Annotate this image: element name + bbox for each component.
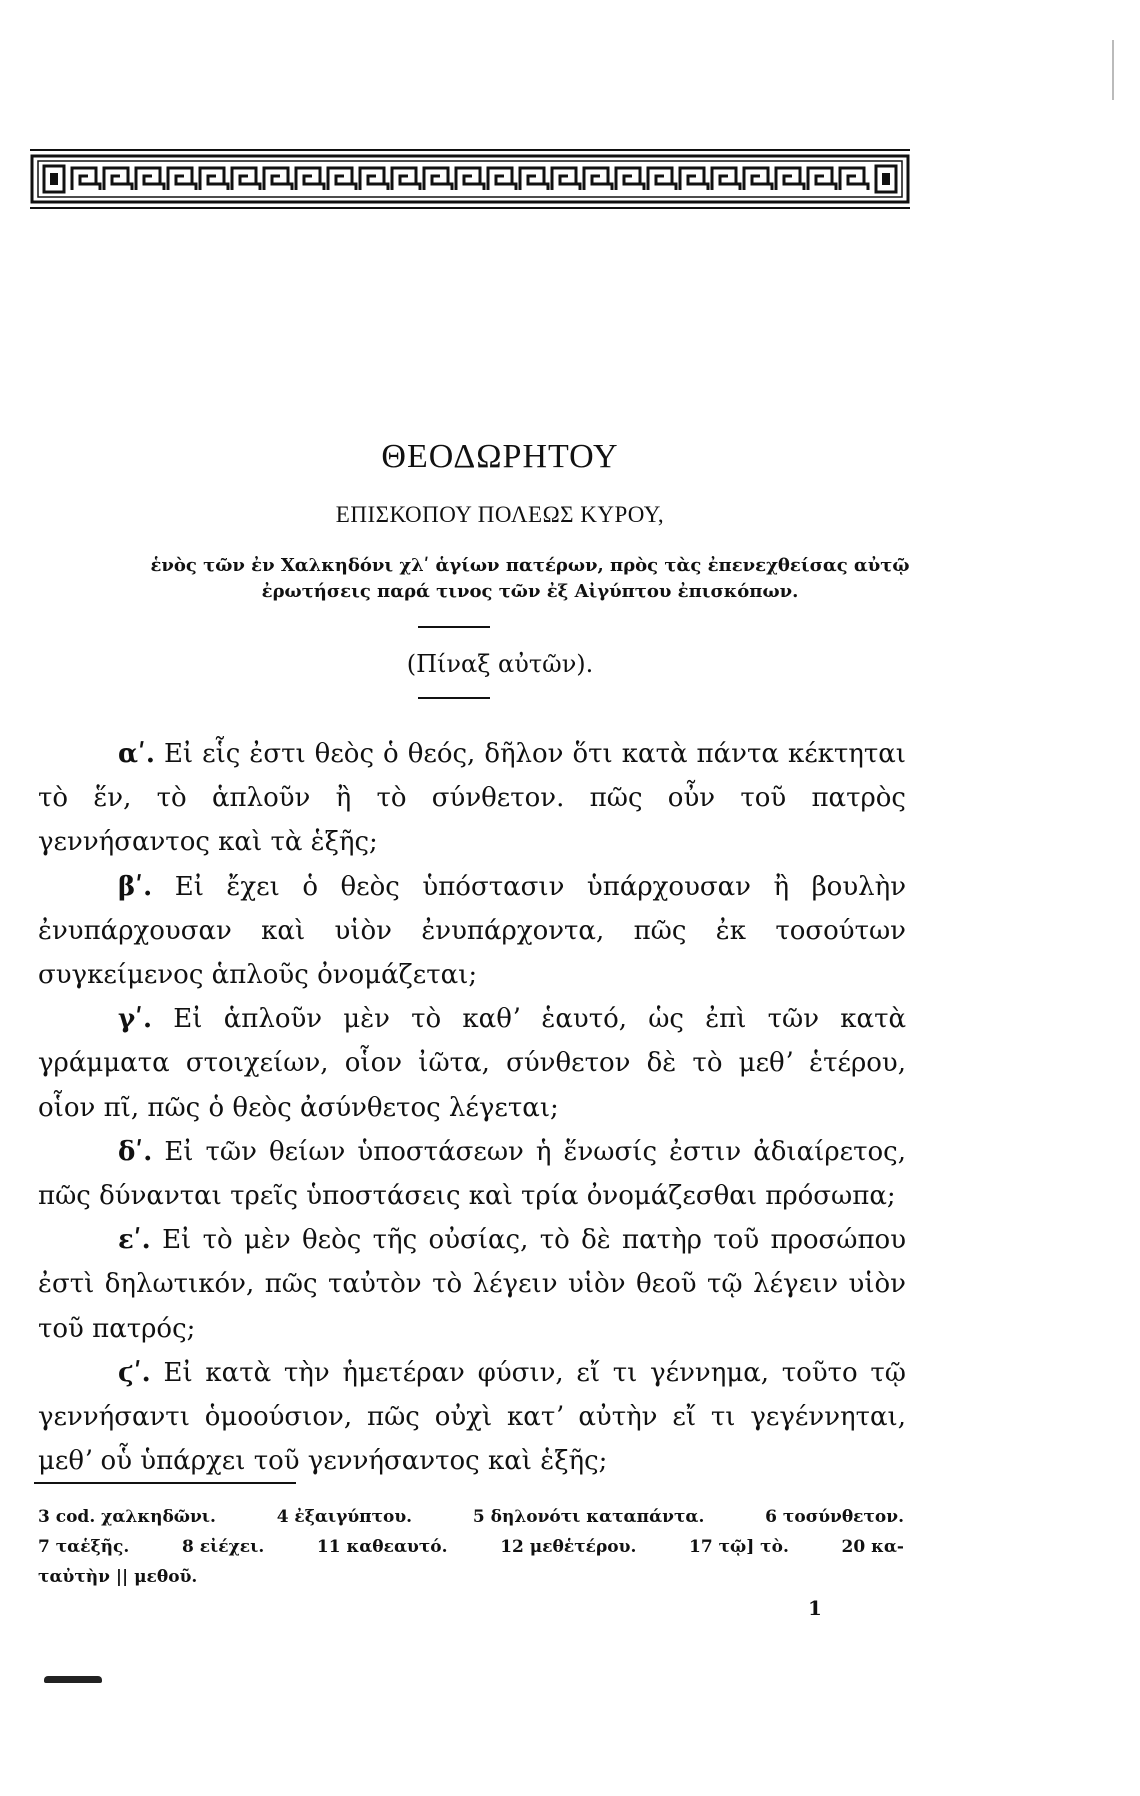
question-paragraph [38, 1130, 906, 1218]
ink-blot-mark [44, 1676, 102, 1683]
footnote-entry: 5 δηλονότι καταπάντα. [472, 1507, 705, 1527]
footnote-line [38, 1502, 904, 1532]
footnote-divider [34, 1482, 296, 1484]
question-paragraph [38, 732, 906, 865]
author-title: ΘΕΟΔΩΡΗΤΟΥ [381, 438, 619, 475]
title-description: ἑνὸς τῶν ἐν Χαλκηδόνι χλʹ ἁγίων πατέρων, πρὸς τὰς ἐπενεχθείσας αὐτῷ ἐρωτήσεις παρά τινος τῶν ἐξ Αἰγύπτου ἐπισκόπων. [150, 555, 910, 602]
footnote-entry: ταὐτὴν || μεθοῦ. [38, 1567, 198, 1587]
scan-edge-line [1112, 40, 1114, 100]
footnotes-apparatus [38, 1502, 904, 1592]
footnote-line [38, 1562, 904, 1592]
pinax-heading: (Πίναξ αὐτῶν). [406, 650, 594, 678]
footnote-entry: 12 μεθἑτέρου. [500, 1537, 637, 1557]
question-text: Εἰ τὸ μὲν θεὸς τῆς οὐσίας, τὸ δὲ πατὴρ τοῦ προσώπου ἐστὶ δηλωτικόν, πῶς ταὐτὸν τὸ λέγειν υἱὸν θεοῦ τῷ λέγειν υἱὸν τοῦ πατρός; [38, 1225, 907, 1344]
footnote-entry: 4 ἐξαιγύπτου. [276, 1507, 413, 1527]
footnote-line [38, 1532, 904, 1562]
question-number: ϛʹ. [118, 1357, 151, 1388]
question-text: Εἰ ἔχει ὁ θεὸς ὑπόστασιν ὑπάρχουσαν ἢ βουλὴν ἐνυπάρχουσαν καὶ υἱὸν ἐνυπάρχοντα, πῶς ἐκ τοσούτων συγκείμενος ἁπλοῦς ὀνομάζεται; [38, 871, 906, 991]
question-number: βʹ. [118, 871, 153, 902]
question-paragraph [38, 997, 906, 1130]
footnote-entry: 17 τῷ] τὸ. [689, 1537, 789, 1557]
author-subtitle: ΕΠΙΣΚΟΠΟΥ ΠΟΛΕΩΣ ΚΥΡΟΥ, [335, 502, 665, 527]
question-text: Εἰ κατὰ τὴν ἡμετέραν φύσιν, εἴ τι γέννημα, τοῦτο τῷ γεννήσαντι ὁμοούσιον, πῶς οὐχὶ κατʼ αὐτὴν εἴ τι γεγέννηται, μεθʼ οὗ ὑπάρχει τοῦ γεννήσαντος καὶ ἑξῆς; [38, 1357, 906, 1477]
question-paragraph [38, 865, 906, 998]
title-divider-top [418, 626, 490, 628]
title-divider-bottom [418, 697, 490, 699]
question-text: Εἰ εἷς ἐστι θεὸς ὁ θεός, δῆλον ὅτι κατὰ πάντα κέκτηται τὸ ἕν, τὸ ἁπλοῦν ἢ τὸ σύνθετον. πῶς οὖν τοῦ πατρὸς γεννήσαντος καὶ τὰ ἑξῆς; [38, 739, 907, 858]
question-number: εʹ. [118, 1225, 151, 1256]
footnote-entry: 20 κα- [841, 1537, 904, 1557]
page-number: 1 [808, 1596, 822, 1620]
footnote-entry: 6 τοσύνθετον. [765, 1507, 904, 1527]
question-text: Εἰ ἁπλοῦν μὲν τὸ καθʼ ἑαυτό, ὡς ἐπὶ τῶν κατὰ γράμματα στοιχείων, οἷον ἰῶτα, σύνθετον δὲ τὸ μεθʼ ἑτέρου, οἷον πῖ, πῶς ὁ θεὸς ἀσύνθετος λέγεται; [38, 1004, 907, 1123]
footnote-entry: 8 εἰέχει. [181, 1537, 265, 1557]
question-paragraph [38, 1351, 906, 1484]
question-text: Εἰ τῶν θείων ὑποστάσεων ἡ ἕνωσίς ἐστιν ἀδιαίρετος, πῶς δύνανται τρεῖς ὑποστάσεις καὶ τρία ὀνομάζεσθαι πρόσωπα; [38, 1136, 906, 1212]
footnote-entry: 3 cod. χαλκηδῶνι. [38, 1507, 216, 1527]
question-number: δʹ. [118, 1136, 153, 1167]
question-number: γʹ. [118, 1004, 153, 1035]
footnote-entry: 7 ταἑξῆς. [38, 1537, 130, 1557]
question-paragraph [38, 1218, 906, 1351]
greek-key-ornament [30, 148, 910, 210]
questions-body [38, 732, 906, 1483]
question-number: αʹ. [118, 739, 155, 769]
footnote-entry: 11 καθεαυτό. [316, 1537, 448, 1557]
